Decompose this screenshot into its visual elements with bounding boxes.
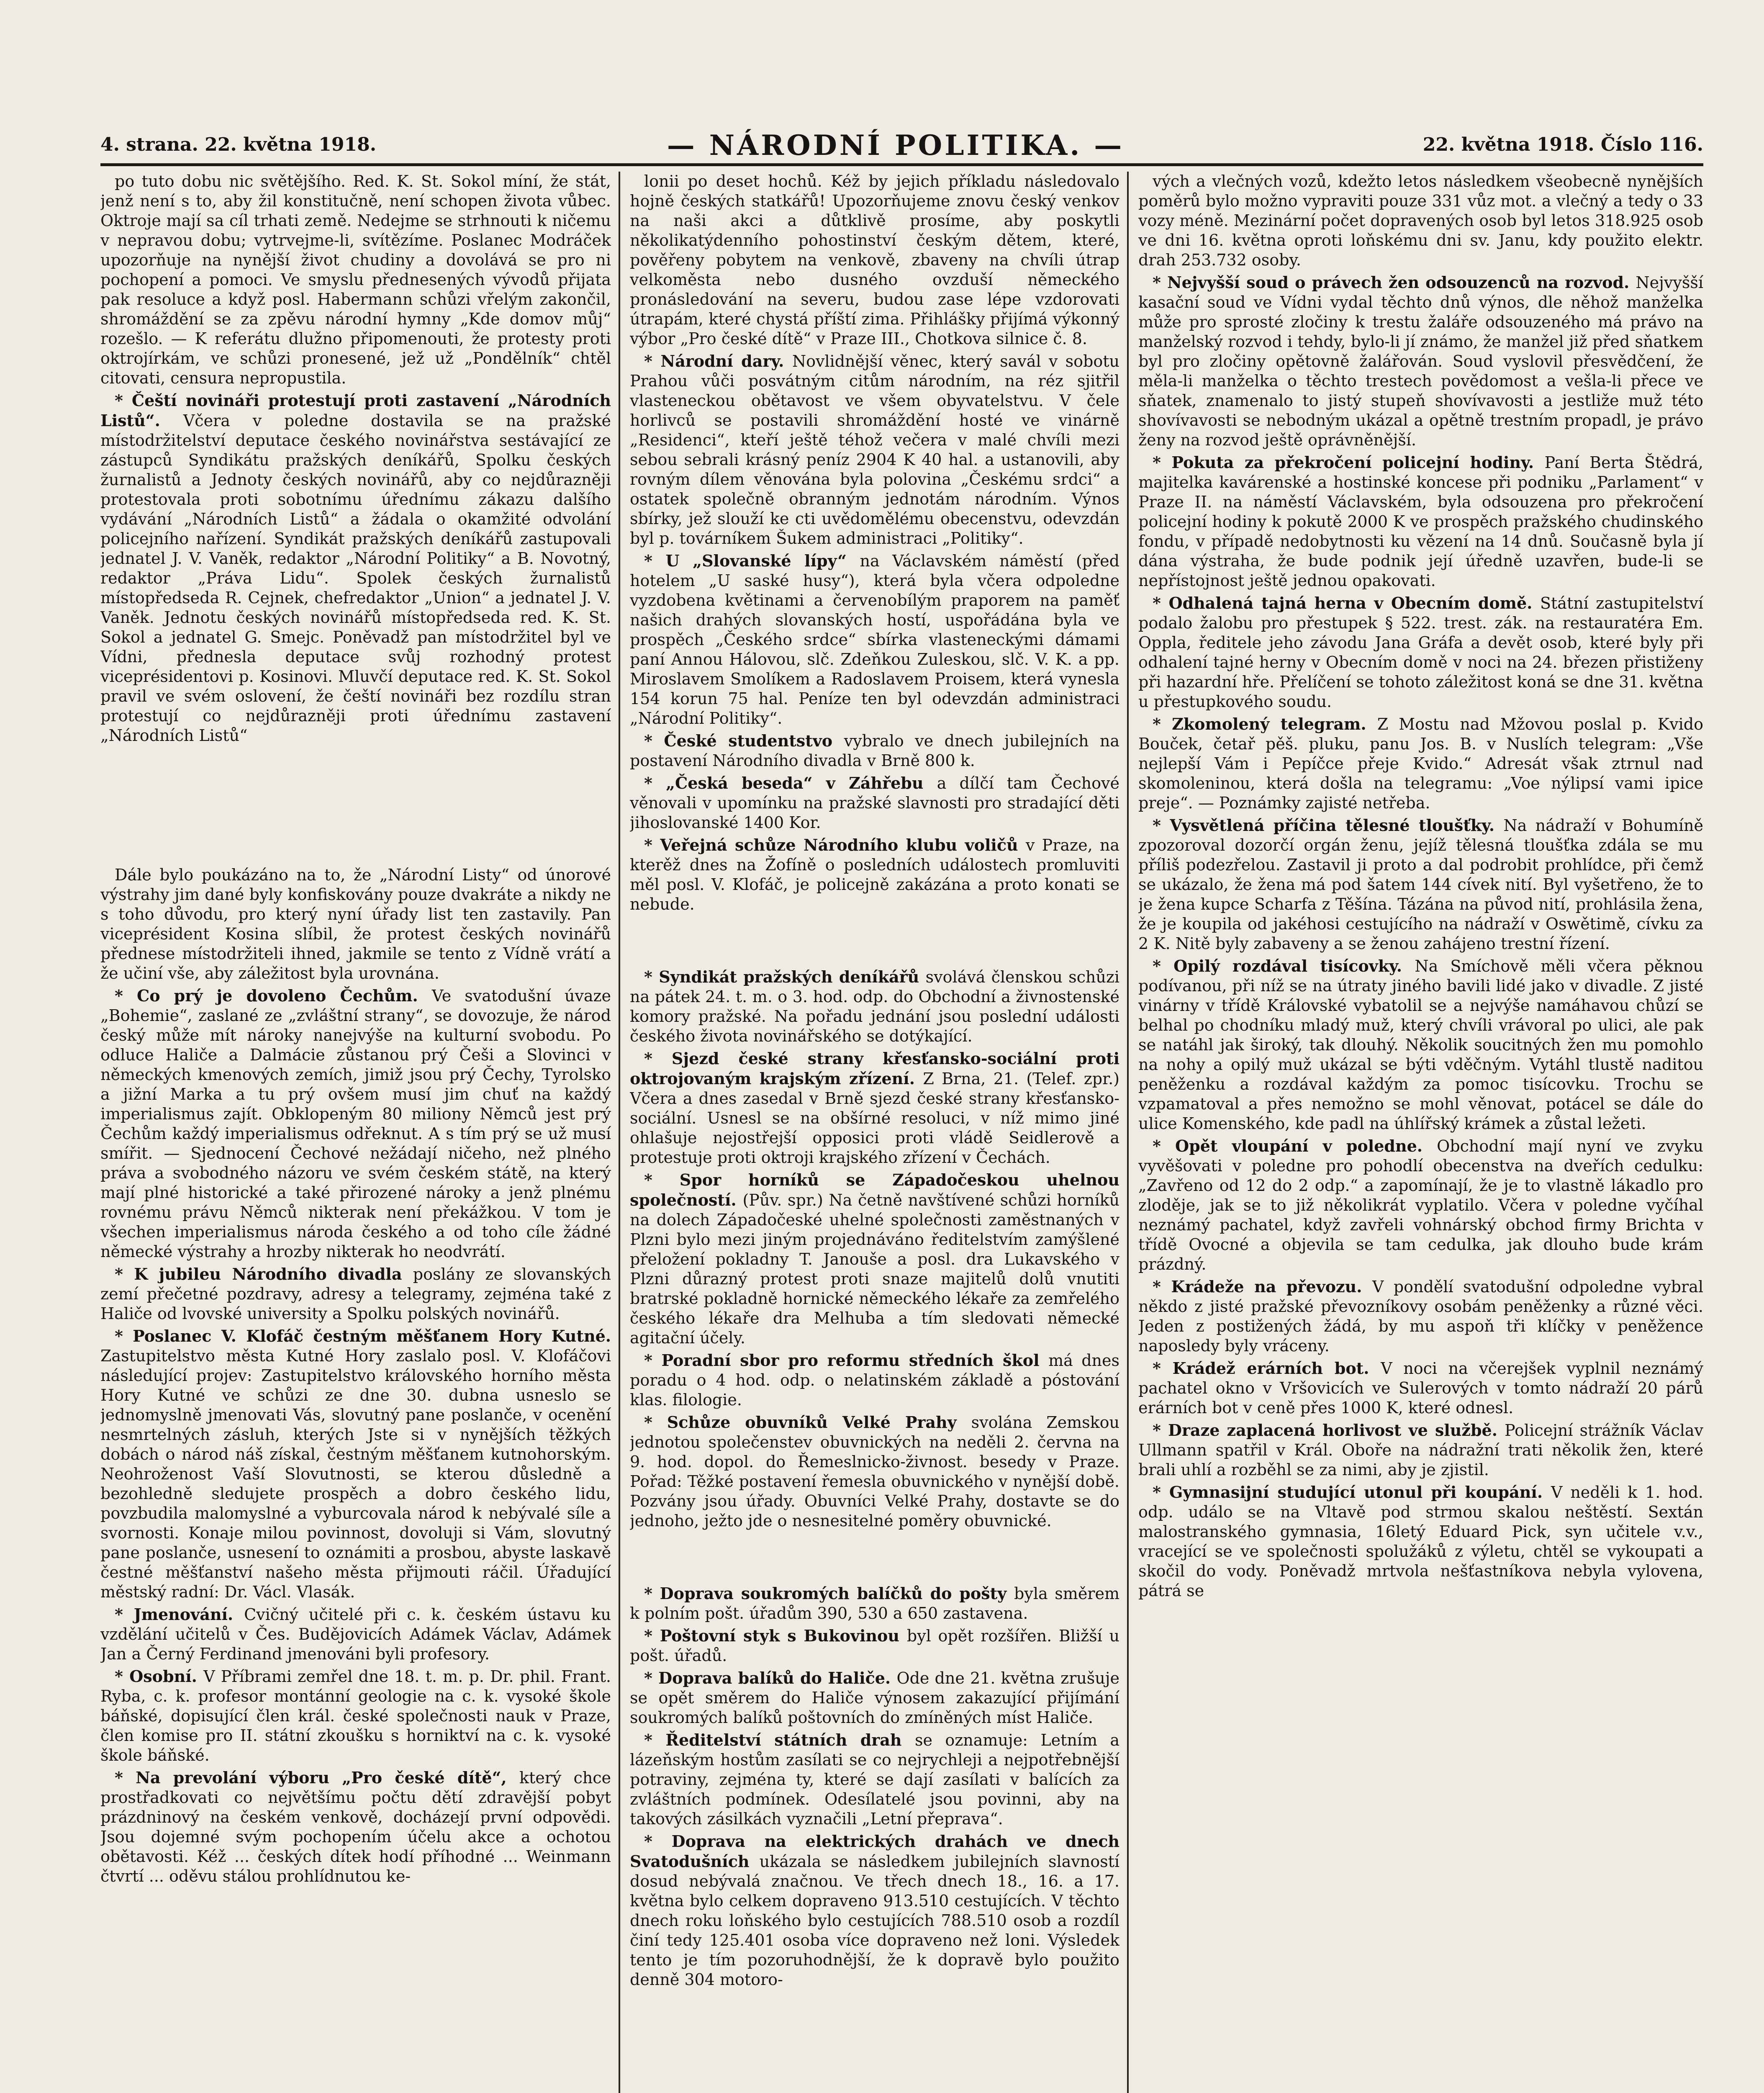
article-paragraph xyxy=(100,172,611,388)
article-paragraph xyxy=(630,1584,1120,1623)
article-paragraph xyxy=(1138,956,1703,1134)
article-body: Zastupitelstvo města Kutné Hory zaslalo posl. V. Klofáčovi následující projev: Zastupitelstvo královského horního města Hory Kutné ve schůzi ze dne 30. dubna usneslo se jednomyslně jmenovati Vás, slovutný pane poslanče, v ocenění nesmrtelných zásluh, kterých Jste si v nynějších těžkých dobách o národ náš získal, čestným měšťanem kutnohorským. Neohroženost Vaší Slovutnosti, se kterou důsledně a bezohledně sledujete prospěch a dobro českého lidu, povzbudila malomyslné a vyburcovala národ k nebývalé síle a svornosti. Konaje milou povinnost, dovoluji si Vám, slovutný pane poslanče, usnesení to oznámiti a prosbou, abyste laskavě čestné měšťanství našeho města přijmouti ráčil. Úřadující městský radní: Dr. Václ. Vlasák. xyxy=(100,1347,611,1601)
article-body: Paní Berta Štědrá, majitelka kavárenské a hostinské koncese při podniku „Parlament“ v Praze II. na náměstí Václavském, byla odsouzena pro překročení policejní hodiny k pokutě 2000 K ve prospěch pražského chudinského fondu, v případě nedobytnosti ku vězení na 14 dnů. Současně byla jí dána výstraha, že bude podnik její úředně uzavřen, bude-li se nepřístojnost ještě jednou opakovati. xyxy=(1138,453,1703,590)
article-body: po tuto dobu nic světějšího. Red. K. St. Sokol míní, že stát, jenž není s to, aby žil konstitučně, není schopen života vůbec. Oktroje mají sa cíl trhati země. Nedejme se strhnouti k ničemu v nepravou dobu; vytrvejme-li, svítězíme. Poslanec Modráček upozorňuje na nynější život chudiny a dovolává se pro ni pochopení a pomoci. Ve smyslu přednesených vývodů přijata pak resoluce a když posl. Habermann schůzi vřelým zakončil, shromáždění se za zpěvu národní hymny „Kde domov můj“ rozešlo. — K referátu dlužno připomenouti, že protesty proti oktrojírkám, ve schůzi pronesené, jež už „Pondělník“ chtěl citovati, censura nepropustila. xyxy=(100,172,611,387)
article-heading: * Osobní. xyxy=(115,1667,204,1686)
header-date-issue: 22. května 1918. Číslo 116. xyxy=(1422,134,1703,155)
article-body: (Pův. spr.) Na četně navštívené schůzi horníků na dolech Západočeské uhelné společnosti zaměstnaných v Plzni bylo mezi jiným projednáváno ředitelstvím zamýšlené přeložení pokladny T. Janouše a posl. dra Lukavského v Plzni důrazný protest proti snaze majitelů dolů vnutiti bratrské pokladně hornické německého lékaře za zemřelého českého lékaře dra Melhuba a tím sledovati německé agitační účely. xyxy=(630,1191,1120,1347)
article-heading: * Poradní sbor pro reformu středních škol xyxy=(644,1351,1049,1370)
article-paragraph xyxy=(630,1831,1120,1990)
article-heading: * Pokuta za překročení policejní hodiny. xyxy=(1153,453,1545,472)
article-body: se oznamuje: Letním a lázeňským hostům zasílati se co nejrychleji a nejpotřebnější potraviny, zejména ty, které se dají zasílati v balících za zvláštních podmínek. Odesílatelé jsou povinni, aby na takových zásilkách vyznačili „Letní přeprava“. xyxy=(630,1731,1120,1828)
column-2 xyxy=(630,172,1120,2093)
article-paragraph xyxy=(100,1326,611,1602)
article-paragraph xyxy=(630,551,1120,728)
article-heading: * Krádeže na převozu. xyxy=(1153,1277,1373,1296)
article-paragraph xyxy=(1138,593,1703,712)
article-body: v Praze, na kterěž dnes na Žofíně o posledních událostech promluviti měl posl. V. Klofáč, je policejně zakázána a proto konati se nebude. xyxy=(630,836,1120,913)
article-paragraph xyxy=(1138,1136,1703,1274)
article-heading: * Veřejná schůze Národního klubu voličů xyxy=(644,836,1026,854)
article-paragraph xyxy=(630,731,1120,771)
article-heading: * Schůze obuvníků Velké Prahy xyxy=(644,1413,971,1432)
column-gap xyxy=(100,748,611,865)
article-paragraph xyxy=(630,1170,1120,1348)
article-heading: * Doprava na elektrických drahách ve dnech Svatodušních xyxy=(630,1832,1120,1871)
article-heading: * Vysvětlená příčina tělesné tloušťky. xyxy=(1153,816,1504,835)
article-paragraph xyxy=(630,1730,1120,1829)
article-heading: * Opět vloupání v poledne. xyxy=(1153,1136,1437,1155)
article-heading: * Opilý rozdával tisícovky. xyxy=(1153,957,1415,975)
article-body: V Příbrami zemřel dne 18. t. m. p. Dr. phil. Frant. Ryba, c. k. profesor montánní geologie na c. k. vysoké škole báňské, dopisující člen král. české společnosti nauk v Praze, člen komise pro II. státní zkoušku s horniktví na c. k. vysoké škole báňské. xyxy=(100,1667,611,1764)
article-body: vých a vlečných vozů, kdežto letos následkem všeobecně nynějších poměrů bylo možno vypraviti pouze 331 vůz mot. a vlečný a tedy o 33 vozy méně. Mezinární počet dopravených osob byl letos 318.925 osob ve dni 16. května oproti loňskému dni sv. Janu, kdy použito elektr. drah 253.732 osoby. xyxy=(1138,172,1703,269)
article-body: byla směrem k polním pošt. úřadům 390, 530 a 650 zastavena. xyxy=(630,1584,1120,1622)
article-paragraph xyxy=(1138,1358,1703,1418)
article-paragraph xyxy=(100,391,611,746)
article-body: Policejní strážník Václav Ullmann spatřil v Král. Oboře na nádražní trati několik žen, které brali uhlí a rozběhl se za nimi, aby je zjistil. xyxy=(1138,1421,1703,1479)
article-paragraph xyxy=(630,172,1120,349)
column-1 xyxy=(100,172,611,2093)
article-body: V pondělí svatodušní odpoledne vybral někdo z jisté pražské převozníkovy osobám peněženky a různé věci. Jeden z postižených žádá, by mu aspoň tři klíčky v peněžence naposledy byly vráceny. xyxy=(1138,1278,1703,1355)
article-body: Na nádraží v Bohumíně zpozoroval dozorčí orgán ženu, jejíž tělesná tloušťka zdála se mu příliš podezřelou. Zastavil ji proto a dal podrobit prohlídce, při čemž se ukázalo, že žena má pod šatem 144 cívek nití. Byl vyšetřeno, že to je žena kupce Scharfa z Těšína. Tázána na původ nití, prohlásila žena, že je koupila od jakéhosi cestujícího na nádraží v Oswětimě, cívku za 2 K. Nitě byly zabaveny a se ženou zahájeno trestní řízení. xyxy=(1138,816,1703,953)
article-body: Včera v poledne dostavila se na pražské místodržitelství deputace českého novinářstva sestávající ze zástupců Syndikátu pražských deníkářů, Spolku českých žurnalistů a Jednoty českých novinářů, aby co nejdůrazněji protestovala proti sobotnímu úřednímu zákazu dalšího vydávání „Národních Listů“ a žádala o okamžité odvolání policejního nařízení. Syndikát pražských deníkářů zastupovali jednatel J. V. Vaněk, redaktor „Národní Politiky“ a B. Novotný, redaktor „Práva Lidu“. Spolek českých žurnalistů místopředseda R. Cejnek, chefredaktor „Union“ a jednatel J. V. Vaněk. Jednotu českých novinářů místopředseda red. K. St. Sokol a jednatel G. Smejc. Poněvadž pan místodržitel byl ve Vídni, přednesla deputace svůj rozhodný protest viceprésidentovi p. Kosinovi. Mluvčí deputace red. K. St. Sokol pravil ve svém oslovení, že čeští novináři bez rozdílu stran protestují co nejdůrazněji proti úřednímu zastavení „Národních Listů“ xyxy=(100,411,611,745)
article-heading: * Jmenování. xyxy=(115,1605,244,1624)
article-paragraph xyxy=(1138,1482,1703,1601)
article-paragraph xyxy=(100,1666,611,1765)
article-body: svolána Zemskou jednotou společenstev obuvnických na neděli 2. června na 9. hod. dopol. do Řemeslnicko-živnost. besedy v Praze. Pořad: Těžké postavení řemesla obuvnického v nynější době. Pozvány jsou úřady. Obuvníci Velké Prahy, dostavte se do jednoho, ježto jde o nesnesitelné poměry obuvnické. xyxy=(630,1413,1120,1530)
article-heading: * Ředitelství státních drah xyxy=(644,1730,915,1749)
article-paragraph xyxy=(1138,1277,1703,1356)
article-body: Státní zastupitelství podalo žalobu pro přestupek § 522. trest. zák. na restauratéra Em. Oppla, ředitele jeho závodu Jana Gráfa a devět osob, které byly při odhalení tajné herny v Obecním domě v noci na 24. březen přistiženy při hazardní hře. Přelíčení se tohoto záležitost koná se dne 31. května u přestupkového soudu. xyxy=(1138,594,1703,711)
article-paragraph xyxy=(100,986,611,1262)
article-paragraph xyxy=(100,865,611,983)
article-heading: * K jubileu Národního divadla xyxy=(115,1265,413,1283)
article-body: Nejvyšší kasační soud ve Vídni vydal těchto dnů výnos, dle něhož manželka může pro sprosté zločiny k trestu žaláře odsouzeného má právo na manželský rozvod i tehdy, bylo-li jí známo, že manžel již před sňatkem byl pro zločiny opětovně žalářován. Soud vyslovil přesvědčení, že měla-li manželka o těchto trestech povědomost a vešla-li přece ve sňatek, znamenalo to jistý stupeň shovívavosti a jestliže muž této shovívavosti se nebodným ukázal a opětně trestním propadl, je právo ženy na rozvod ještě oprávněnější. xyxy=(1138,273,1703,449)
article-heading: * Národní dary. xyxy=(644,352,792,370)
article-body: vybralo ve dnech jubilejních na postavení Národního divadla v Brně 800 k. xyxy=(630,732,1120,770)
article-heading: * Spor horníků se Západočeskou uhelnou společností. xyxy=(630,1170,1120,1209)
article-body: svolává členskou schůzi na pátek 24. t. m. o 3. hod. odp. do Obchodní a živnostenské komory pražské. Na pořadu jednání jsou poslední události českého života novinářského se dotýkající. xyxy=(630,968,1120,1045)
article-body: který chce prostřadkovati co největšímu počtu dětí zdravější pobyt prázdninový na českém venkově, docházejí první odpovědi. Jsou dojemné svým pochopením účelu akce a ochotou obětavosti. Kéž ... českých dítek hodí příhodné ... Weinmann čtvrtí ... oděvu stálou prohlídnutou ke- xyxy=(100,1769,611,1885)
page-header xyxy=(100,126,1703,166)
article-body: Na Smíchově měli včera pěknou podívanou, při níž se na útraty jiného bavili lidé jako v divadle. Z jisté vinárny v třídě Královské vybatolil se a nejvýše namáhavou chůzí se belhal po chodníku mladý muž, který chvíli vrávoral po ulici, ale pak se natáhl jak široký, tak dlouhý. Několik soucitných žen mu pomohlo na nohy a opilý muž ukázal se býti vděčným. Vytáhl tlustě naditou peněženku a rozdával každým za pomoc tisícovku. Trochu se vzpamatoval a přes nemožno se mohl věnovat, potácel se dále do ulice Komenského, kde padl na úhlířský krámek a zůstal ležeti. xyxy=(1138,957,1703,1133)
article-body: Novlidnější věnec, který savál v sobotu Prahou vůči posvátným citům národním, na réz sjitřil vlasteneckou obětavost ve všem obyvatelstvu. V čele horlivců se postavili shromáždění hosté ve vinárně „Residenci“, kteří ještě téhož večera v malé chvíli mezi sebou sebrali krásný peníz 2904 K 40 hal. a ustanovili, aby rovným dílem věnována byla polovina „Českému srdci“ a ostatek společně obranným jednotám národním. Výnos sbírky, jež slouží ke cti uvědomělému obecenstvu, odevzdán byl p. továrníkem Šukem administraci „Politiky“. xyxy=(630,352,1120,548)
article-body: Z Brna, 21. (Telef. zpr.) Včera a dnes zasedal v Brně sjezd české strany křesťansko-sociální. Usnesl se na obšírné resoluci, v níž mimo jiné ohlašuje nejostřejší opposici proti vládě Seidlerově a protestuje proti oktroji krajského zřízení v Čechách. xyxy=(630,1070,1120,1167)
article-heading: * U „Slovanské lípy“ xyxy=(644,551,860,570)
header-page-date: 4. strana. 22. května 1918. xyxy=(100,134,377,155)
article-paragraph xyxy=(630,967,1120,1046)
article-heading: * Gymnasijní studující utonul při koupání. xyxy=(1153,1483,1551,1502)
article-paragraph xyxy=(1138,273,1703,450)
article-body: V neděli k 1. hod. odp. událo se na Vltavě pod strmou skalou neštěstí. Sextán malostranského gymnasia, 16letý Eduard Pick, syn učitele v.v., vracející se ve společnosti spolužáků z výletu, chtěl se vykoupati a skočil do vody. Poněvadž mrtvola nešťastníkova nebyla vylovena, pátrá se xyxy=(1138,1483,1703,1600)
article-paragraph xyxy=(100,1604,611,1664)
article-heading: * Sjezd české strany křesťansko-sociální proti oktrojovaným krajským zřízení. xyxy=(630,1049,1120,1088)
column-gap xyxy=(630,1533,1120,1584)
article-body: Dále bylo poukázáno na to, že „Národní Listy“ od únorové výstrahy jim dané byly konfiskovány pouze dvakráte a nikdy ne s toho důvodu, pro který nyní úřady list ten zastavily. Pan viceprésident Kosina slíbil, že protest českých novinářů přednese místodržiteli ihned, jakmile se tento z Vídně vrátí a že učiní vše, aby záležitost byla urovnána. xyxy=(100,866,611,982)
article-heading: * Čeští novináři protestují proti zastavení „Národních Listů“. xyxy=(100,391,611,430)
article-body: Z Mostu nad Mžovou poslal p. Kvido Bouček, četař pěš. pluku, panu Jos. B. v Nuslích telegram: „Vše nejlepší Vám i Pepíčce přeje Kvido.“ Adresát však ztrnul nad skomoleninou, která došla na telegramu: „Voe nýlipsí vami ipice preje“. — Poznámky zajisté netřeba. xyxy=(1138,715,1703,812)
article-body: Cvičný učitelé při c. k. českém ústavu ku vzdělání učitelů v Čes. Budějovicích Adámek Václav, Adámek Jan a Černý Ferdinand jmenováni byli profesory. xyxy=(100,1605,611,1663)
article-body: na Václavském náměstí (před hotelem „U saské husy“), která byla včera odpoledne vyzdobena květinami a červenobílým praporem na paměť našich drahých slovanských hostí, uspořádána byla ve prospěch „Českého srdce“ sbírka vlasteneckými dámami paní Annou Hálovou, slč. Zdeňkou Zuleskou, slč. V. K. a pp. Miroslavem Smolíkem a Radoslavem Proisem, která vynesla 154 korun 75 hal. Peníze ten byl odevzdán administraci „Národní Politiky“. xyxy=(630,552,1120,728)
column-divider xyxy=(1127,172,1129,2093)
article-paragraph xyxy=(630,773,1120,833)
article-paragraph xyxy=(630,1350,1120,1410)
article-body: a dílčí tam Čechové věnovali v upomínku na pražské slavnosti pro stradající děti jihoslovanské 1400 Kor. xyxy=(630,774,1120,832)
article-heading: * Doprava soukromých balíčků do pošty xyxy=(644,1584,1014,1603)
article-heading: * „Česká beseda“ v Záhřebu xyxy=(644,774,937,792)
article-paragraph xyxy=(100,1768,611,1886)
column-divider xyxy=(619,172,620,2093)
article-heading: * Co prý je dovoleno Čechům. xyxy=(115,986,432,1005)
article-heading: * Draze zaplacená horlivost ve službě. xyxy=(1153,1421,1505,1440)
article-paragraph xyxy=(630,1412,1120,1531)
article-heading: * Syndikát pražských deníkářů xyxy=(644,967,926,986)
article-heading: * Doprava balíků do Haliče. xyxy=(644,1669,897,1687)
article-body: V noci na včerejšek vyplnil neznámý pachatel okno v Vršovicích ve Sulerových v tomto nádraží 20 párů erárních bot v ceně přes 1000 K, které odnesl. xyxy=(1138,1359,1703,1417)
article-body: Ode dne 21. května zrušuje se opět směrem do Haliče výnosem zakazující přijímání soukromých balíků poštovních do zmíněných míst Haliče. xyxy=(630,1669,1120,1727)
article-paragraph xyxy=(630,1049,1120,1167)
article-heading: * České studentstvo xyxy=(644,731,844,750)
article-heading: * Poslanec V. Klofáč čestným měšťanem Hory Kutné. xyxy=(115,1327,611,1345)
article-body: lonii po deset hochů. Kéž by jejich příkladu následovalo hojně českých statkářů! Upozorňujeme znovu český venkov na naši akci a důtklivě prosíme, aby poskytli několikatýdenního pohostinství českým dětem, které, pověřeny pobytem na venkově, zbaveny na chvíli útrap velkoměsta nebo dusného ovzduší německého pronásledování na severu, budou zase lépe vzdorovati útrapám, které chystá příští zima. Přihlášky přijímá výkonný výbor „Pro české dítě“ v Praze III., Chotkova silnice č. 8. xyxy=(630,172,1120,348)
article-body: ukázala se následkem jubilejních slavností dosud nebývalá značnou. Ve třech dnech 18., 16. a 17. května bylo celkem dopraveno 913.510 cestujících. V těchto dnech roku loňského bylo cestujících 788.510 osob a rozdíl činí tedy 125.401 osoba více dopraveno než loni. Výsledek tento je tím pozoruhodnější, že k dopravě bylo použito denně 304 motoro- xyxy=(630,1852,1120,1989)
article-heading: * Krádež erárních bot. xyxy=(1153,1359,1381,1378)
article-heading: * Zkomolený telegram. xyxy=(1153,715,1377,733)
article-paragraph xyxy=(1138,453,1703,591)
article-paragraph xyxy=(630,351,1120,548)
article-body: Ve svatodušní úvaze „Bohemie“, zaslané ze „zvláštní strany“, se dovozuje, že národ český může mít nároky nanejvýše na kulturní svobodu. Po odluce Haliče a Dalmácie zůstanou prý Češi a Slovinci v německých kmenových zemích, jimiž jsou prý Čechy, Tyrolsko a jižní Marka a tu prý ovšem musí jim chuť na každý imperialismus zajít. Obklopeným 80 miliony Němců jest prý Čechům každý imperialismus odřeknut. A s tím prý se už musí smířit. — Sjednocení Čechové nežádají ničeho, než plného práva a svobodného názoru ve svém českém státě, na který mají plné historické a také přirozené nároky a jenž plnému rovnému právu Němců nikterak není překážkou. V tom je všechen imperialismus národa českého a od toho cíle žádné německé výstrahy a hrozby nikterak ho neodvrátí. xyxy=(100,987,611,1261)
column-3 xyxy=(1138,172,1703,2093)
article-paragraph xyxy=(1138,714,1703,813)
article-heading: * Na prevolání výboru „Pro české dítě“, xyxy=(115,1768,519,1787)
article-paragraph xyxy=(630,1626,1120,1666)
masthead-title: — NÁRODNÍ POLITIKA. — xyxy=(667,129,1125,162)
column-gap xyxy=(630,917,1120,967)
article-paragraph xyxy=(100,1264,611,1324)
article-paragraph xyxy=(1138,815,1703,954)
article-heading: * Nejvyšší soud o právech žen odsouzenců na rozvod. xyxy=(1153,273,1636,292)
article-paragraph xyxy=(630,835,1120,914)
article-body: poslány ze slovanských zemí přečetné pozdravy, adresy a telegramy, zejména také z Haliče od lvovské university a Spolku polských novinářů. xyxy=(100,1265,611,1323)
article-paragraph xyxy=(1138,1420,1703,1480)
article-body: byl opět rozšířen. Bližší u pošt. úřadů. xyxy=(630,1627,1120,1665)
article-paragraph xyxy=(630,1668,1120,1728)
article-heading: * Odhalená tajná herna v Obecním domě. xyxy=(1153,594,1540,612)
article-body: Obchodní mají nyní ve zvyku vyvěšovati v poledne pro pohodlí obecenstva na dveřích cedulku: „Zavřeno od 12 do 2 odp.“ a zapomínají, že je to vlastně lákadlo pro zloděje, jak se to již několikrát vyplatilo. Včera v poledne vyčíhal neznámý pachatel, když zavřeli vohnárský obchod firmy Brichta v třídě Ovocné a objevila se tam cedulka, jak dlouho bude krám prázdný. xyxy=(1138,1137,1703,1273)
article-paragraph xyxy=(1138,172,1703,270)
article-heading: * Poštovní styk s Bukovinou xyxy=(644,1626,907,1645)
article-body: má dnes poradu o 4 hod. odp. o nelatinském základě a póstování klas. filologie. xyxy=(630,1351,1120,1409)
